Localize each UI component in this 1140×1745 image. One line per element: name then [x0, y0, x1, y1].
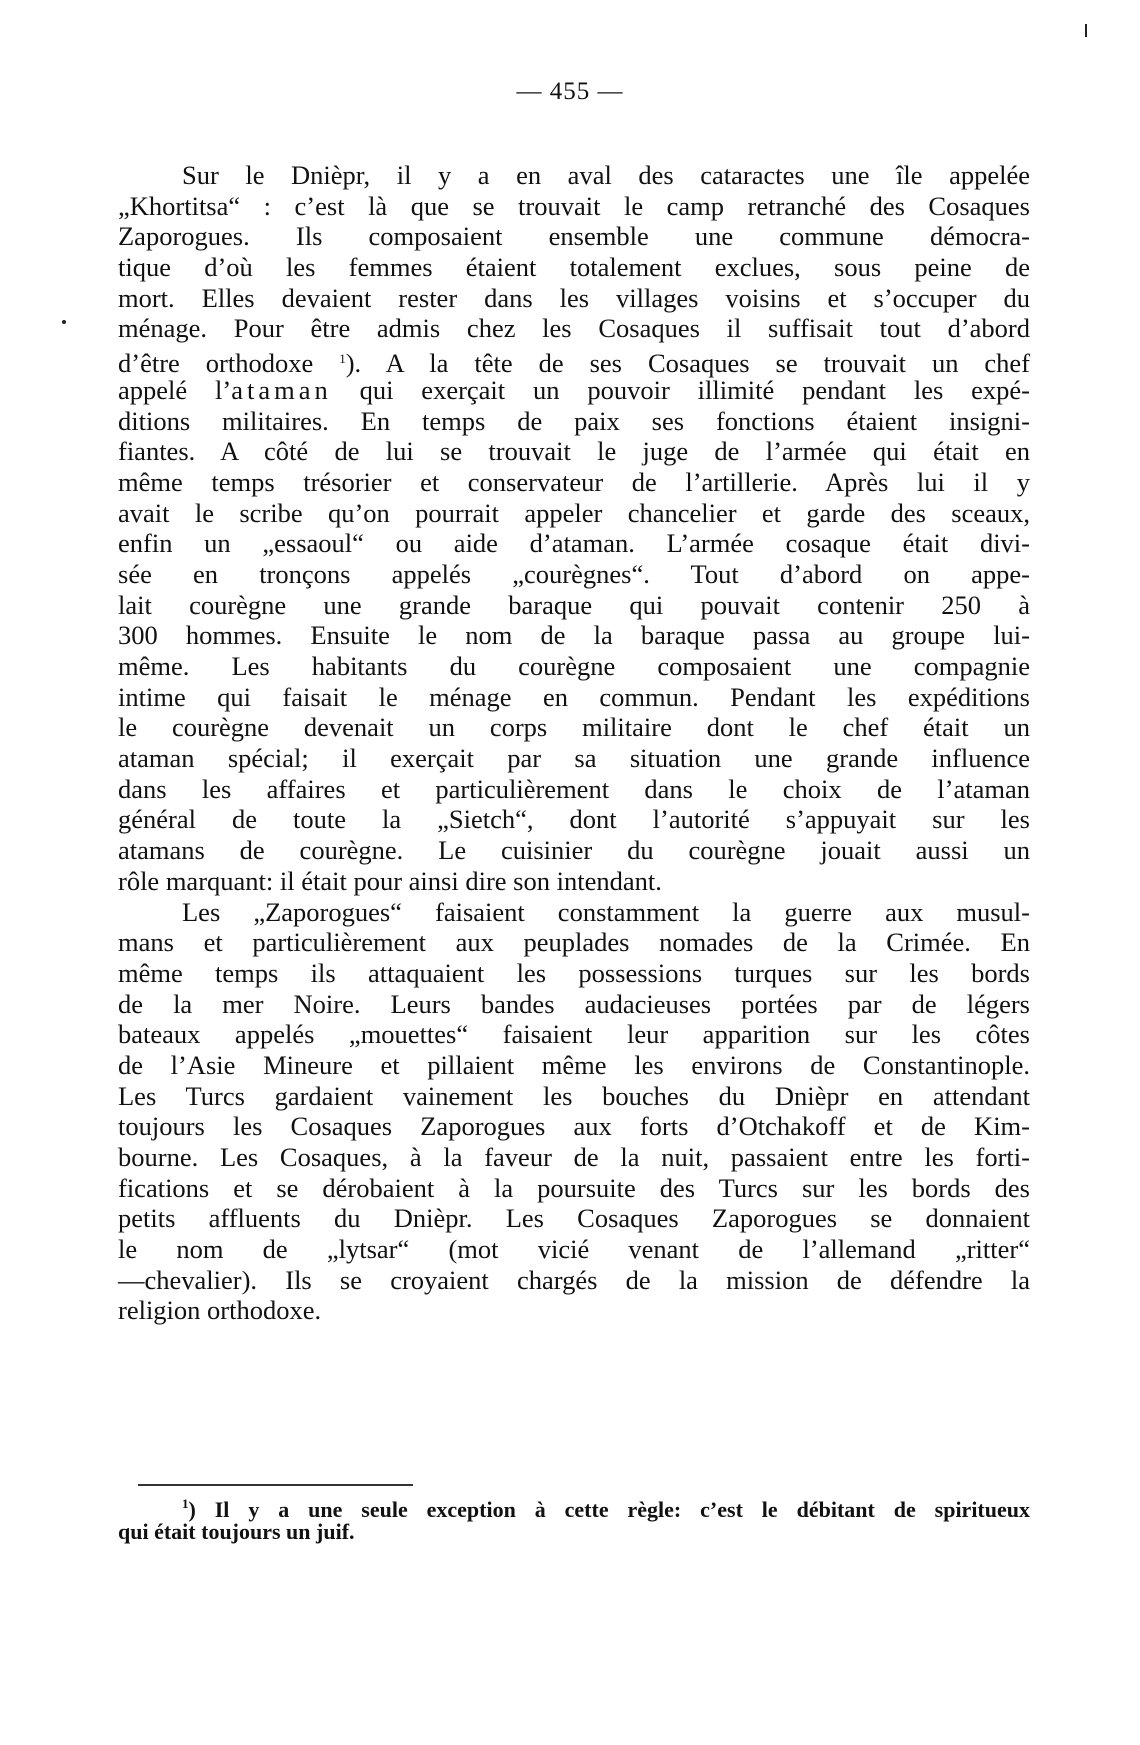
text-line: général de toute la „Sietch“, dont l’autorité s’appuyait sur les: [118, 804, 1030, 835]
text-fragment: ). A la tête de ses Cosaques se trouvait un chef: [345, 348, 1031, 379]
text-line: atamans de courègne. Le cuisinier du courègne jouait aussi un: [118, 835, 1030, 866]
text-line: dans les affaires et particulièrement dans le choix de l’ataman: [118, 773, 1030, 804]
text-line: mort. Elles devaient rester dans les villages voisins et s’occuper du: [118, 282, 1030, 313]
text-line: rôle marquant: il était pour ainsi dire son intendant.: [118, 865, 662, 896]
text-line: bourne. Les Cosaques, à la faveur de la nuit, passaient entre les forti-: [118, 1142, 1030, 1172]
text-line: fiantes. A côté de lui se trouvait le juge de l’armée qui était en: [118, 436, 1030, 467]
text-line: „Khortitsa“ : c’est là que se trouvait le camp retranché des Cosaques: [118, 190, 1030, 221]
text-line: de l’Asie Mineure et pillaient même les environs de Constantinople.: [118, 1049, 1030, 1080]
text-line: sée en tronçons appelés „courègnes“. Tout d’abord on appe-: [118, 558, 1030, 589]
text-line: même temps trésorier et conservateur de l’artillerie. Après lui il y: [118, 466, 1030, 497]
text-fragment: qui exerçait un pouvoir illimité pendant les expé-: [331, 374, 1030, 405]
text-line: ditions militaires. En temps de paix ses fonctions étaient insigni-: [118, 405, 1030, 436]
text-line: Sur le Dnièpr, il y a en aval des cataractes une île appelée: [182, 160, 1030, 190]
footnote-marker: 1: [182, 1496, 189, 1511]
text-fragment: d’être orthodoxe: [118, 348, 314, 379]
text-line: ataman spécial; il exerçait par sa situation une grande influence: [118, 743, 1030, 774]
text-fragment: ) Il y a une seule exception à cette règle: c’est le débitant de spiritueux: [188, 1497, 1030, 1522]
text-line: lait courègne une grande baraque qui pouvait contenir 250 à: [118, 589, 1030, 620]
footnote-line: qui était toujours un juif.: [118, 1519, 355, 1544]
text-line: enfin un „essaoul“ ou aide d’ataman. L’armée cosaque était divi-: [118, 528, 1030, 559]
text-line: bateaux appelés „mouettes“ faisaient leur apparition sur les côtes: [118, 1019, 1030, 1050]
margin-mark: [1085, 24, 1087, 37]
footnote-line: [118, 1490, 1030, 1522]
footnote-divider: [138, 1484, 413, 1486]
footnote-reference[interactable]: 1: [339, 351, 346, 367]
text-line: le courègne devenait un corps militaire dont le chef était un: [118, 712, 1030, 743]
text-line: [118, 344, 1031, 379]
text-line: même. Les habitants du courègne composaient une compagnie: [118, 651, 1030, 681]
text-line: —chevalier). Ils se croyaient chargés de la mission de défendre la: [118, 1264, 1030, 1295]
text-line: Zaporogues. Ils composaient ensemble une commune démocra-: [118, 221, 1030, 252]
text-line: [118, 375, 1030, 406]
text-line: intime qui faisait le ménage en commun. Pendant les expéditions: [118, 681, 1030, 712]
page-number: — 455 —: [516, 78, 624, 105]
text-line: de la mer Noire. Leurs bandes audacieuses portées par de légers: [118, 988, 1030, 1019]
text-line: ménage. Pour être admis chez les Cosaques il suffisait tout d’abord: [118, 313, 1030, 344]
spaced-term: ataman: [231, 374, 332, 405]
text-line: Les „Zaporogues“ faisaient constamment la guerre aux musul-: [182, 896, 1030, 927]
text-line: religion orthodoxe.: [118, 1295, 322, 1326]
text-line: petits affluents du Dnièpr. Les Cosaques Zaporogues se donnaient: [118, 1203, 1030, 1234]
text-line: même temps ils attaquaient les possessions turques sur les bords: [118, 957, 1030, 988]
margin-dot: [62, 320, 66, 324]
text-line: mans et particulièrement aux peuplades nomades de la Crimée. En: [118, 927, 1030, 958]
main-text: [118, 160, 1030, 1326]
footnotes: [118, 1490, 1030, 1546]
text-line: toujours les Cosaques Zaporogues aux forts d’Otchakoff et de Kim-: [118, 1111, 1030, 1142]
text-fragment: appelé l’: [118, 374, 232, 405]
text-line: Les Turcs gardaient vainement les bouches du Dnièpr en attendant: [118, 1080, 1030, 1111]
text-line: fications et se dérobaient à la poursuite des Turcs sur les bords des: [118, 1172, 1030, 1203]
text-line: tique d’où les femmes étaient totalement exclues, sous peine de: [118, 252, 1030, 283]
text-line: avait le scribe qu’on pourrait appeler chancelier et garde des sceaux,: [118, 497, 1030, 528]
text-line: le nom de „lytsar“ (mot vicié venant de l’allemand „ritter“: [118, 1234, 1030, 1265]
text-line: 300 hommes. Ensuite le nom de la baraque passa au groupe lui-: [118, 620, 1030, 651]
